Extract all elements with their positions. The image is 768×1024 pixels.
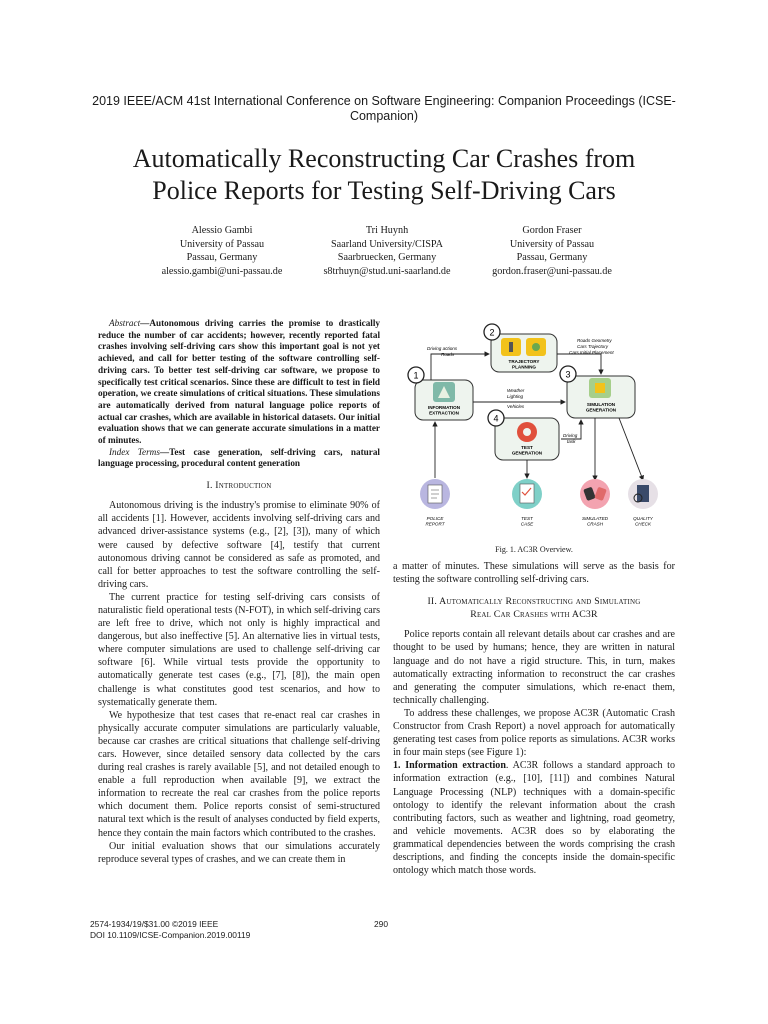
author-affiliation: Saarland University/CISPA — [331, 238, 443, 250]
test-generation-box — [495, 418, 559, 460]
diagram-label: GENERATION — [585, 407, 617, 413]
footer-line: 2574-1934/19/$31.00 ©2019 IEEE — [90, 919, 219, 929]
diagram-label: TEST — [521, 516, 533, 521]
annotation: Lighting — [507, 394, 524, 399]
diagram-label: QUALITY — [633, 516, 653, 521]
abstract-label: Abstract — [109, 318, 141, 328]
author-affiliation: University of Passau — [179, 238, 265, 250]
annotation: Vehicles — [507, 404, 525, 409]
author-name: Gordon Fraser — [522, 225, 582, 236]
section-heading-introduction: I. Introduction — [206, 480, 272, 492]
section-heading-line: II. Automatically Reconstructing and Simulating — [427, 596, 641, 608]
author-block-3 — [452, 224, 652, 278]
section-heading-2 — [393, 595, 675, 621]
diagram-label: SIMULATED — [582, 516, 608, 521]
annotation: Cars Trajectory — [577, 344, 609, 349]
author-name: Tri Huynh — [365, 225, 409, 236]
annotation: Driving actions — [427, 346, 458, 351]
annotation: Cars Initial Placement — [569, 350, 614, 355]
page-number: 290 — [374, 919, 388, 929]
author-affiliation: University of Passau — [509, 238, 595, 250]
diagram-label: INFORMATION — [427, 405, 461, 410]
paragraph — [393, 759, 675, 877]
footer-copyright — [90, 919, 250, 940]
step-number: 1 — [413, 370, 419, 381]
quality-check-node — [628, 479, 658, 527]
paragraph: The current practice for testing self-driving cars consists of naturalistic field operational tests (N-FOT), in which self-driving cars are left free to drive, which not only is highly impractical and dangerous, but also ineffective [5]. An alternative lies in virtual tests, where computer simulations are used to challenge self-driving car software [6]. While virtual tests provide the opportunity to automatically generate test cases (e.g., [7], [8]), the main open challenge is what constitutes good test scenarios, and how to systematically generate them. — [98, 591, 380, 708]
annotation: Driving — [563, 433, 578, 438]
right-column — [393, 560, 675, 877]
simulation-generation-box — [567, 376, 635, 418]
paragraph: Our initial evaluation shows that our simulations accurately reproduce several types of crashes, and we can create them in — [98, 840, 380, 865]
step-number: 4 — [493, 413, 499, 424]
diagram-label: EXTRACTION — [429, 410, 459, 416]
figure-caption: Fig. 1. AC3R Overview. — [495, 545, 573, 554]
paper-title — [60, 143, 708, 207]
section-heading-line: Real Car Crashes with AC3R — [470, 609, 598, 621]
trajectory-planning-box — [491, 334, 557, 372]
information-extraction-box — [415, 380, 473, 420]
author-location: Passau, Germany — [186, 252, 258, 263]
author-location: Passau, Germany — [516, 252, 588, 263]
step-title: 1. Information extraction — [393, 760, 506, 772]
title-line-2: Police Reports for Testing Self-Driving Cars — [152, 176, 616, 205]
paragraph: Autonomous driving is the industry's promise to eliminate 90% of all accidents [1]. However, accidents involving self-driving cars and advanced driver-assistance systems (e.g., [2], [3]), many of which were caused by defective software [4], testify that current autonomous driving cannot be considered as safe as promoted, and call for better approaches to test the software controlling the self-driving cars. — [98, 500, 380, 590]
annotation: Roads — [441, 352, 455, 357]
figure-ac3r-overview — [405, 320, 667, 538]
paragraph-text: . AC3R follows a standard approach to information extraction (e.g., [10], [11]) and combines Natural Language Processing (NLP) techniques with a domain-specific ontology to identify the relevant information about the crash contributing factors, such as weather and lightning, road geometry, and vehicle movements. AC3R does so by elaborating the grammatical dependencies between the words comprising the crash descriptions, and finding the concepts inside the domain-specific ontology which match those words. — [393, 760, 676, 877]
paragraph: We hypothesize that test cases that re-enact real car crashes in physically accurate computer simulations are particularly valuable, because car crashes are critical situations that challenge self-driving cars. However, since detailed sensory data collected by the cars during real crashes is rarely available [5], and not detailed enough to enable a full reproduction when available [9], we extract the information to recreate the real car crashes from the police reports which document them. Police reports consist of semi-structured natural text which is the result of analyses conducted by field experts, hence they contain the main factors which contributed to the crashes. — [98, 709, 380, 839]
author-email[interactable]: gordon.fraser@uni-passau.de — [492, 265, 612, 277]
diagram-label: PLANNING — [512, 364, 536, 370]
abstract — [98, 318, 380, 447]
author-location: Saarbruecken, Germany — [337, 252, 437, 263]
paragraph: a matter of minutes. These simulations will serve as the basis for testing the software controlling self-driving cars. — [393, 561, 675, 586]
annotation: task — [567, 439, 576, 444]
diagram-label: POLICE — [426, 516, 444, 521]
test-case-node — [512, 479, 542, 527]
diagram-label: TEST — [521, 445, 533, 450]
simulated-crash-node — [580, 479, 610, 527]
title-line-1: Automatically Reconstructing Car Crashes from — [132, 144, 636, 173]
author-email[interactable]: alessio.gambi@uni-passau.de — [161, 265, 283, 277]
index-terms — [98, 447, 380, 470]
diagram-label: CASE — [520, 521, 534, 527]
step-number: 2 — [489, 327, 495, 338]
step-number: 3 — [565, 369, 571, 380]
abstract-text: —Autonomous driving carries the promise to drastically reduce the number of car accidents; however, recently reported fatal crashes involving self-driving cars show this important goal is not yet achieved, and call for better testing of the software controlling self-driving cars. To better test self-driving car software, we propose to specifically test critical scenarios. Since these are difficult to test in field operation, we create simulations of critical situations. These simulations are automatically derived from natural language police reports of actual car crashes, which are available in historical datasets. Our initial evaluation shows that we can generate accurate simulations in a matter of minutes. — [98, 318, 380, 446]
crash-icon — [580, 479, 610, 509]
diagram — [405, 320, 667, 538]
index-terms-label: Index Terms — [109, 446, 160, 457]
paragraph: Police reports contain all relevant details about car crashes and are thought to be used by humans; hence, they are written in natural language and do not have a rigid structure. This, in turn, makes automatically extracting information to reconstruct the car crashes and generating the computer simulations, which re-enact them, technically challenging. — [393, 629, 675, 706]
diagram-label: TRAJECTORY — [508, 359, 540, 364]
conference-header: 2019 IEEE/ACM 41st International Conference on Software Engineering: Companion Proceedings (ICSE-Companion) — [92, 94, 676, 123]
diagram-label: REPORT — [425, 521, 445, 527]
diagram-label: CHECK — [634, 521, 652, 527]
diagram-label: GENERATION — [511, 450, 543, 456]
author-name: Alessio Gambi — [191, 225, 253, 236]
left-column — [98, 318, 380, 866]
index-terms-text: —Test case generation, self-driving cars, natural language processing, procedural content generation — [98, 446, 380, 469]
police-report-node — [420, 479, 450, 527]
diagram-label: CRASH — [586, 521, 604, 527]
paragraph: To address these challenges, we propose AC3R (Automatic Crash Constructor from Crash Report) a novel approach for automatically generating test cases from police reports as simulations. AC3R works in four main steps (see Figure 1): — [393, 707, 675, 759]
footer-doi[interactable]: DOI 10.1109/ICSE-Companion.2019.00119 — [90, 929, 251, 940]
author-email[interactable]: s8trhuyn@stud.uni-saarland.de — [323, 265, 451, 277]
diagram-label: SIMULATION — [586, 402, 616, 407]
annotation: Weather — [507, 388, 525, 393]
annotation: Roads Geometry — [577, 338, 612, 343]
